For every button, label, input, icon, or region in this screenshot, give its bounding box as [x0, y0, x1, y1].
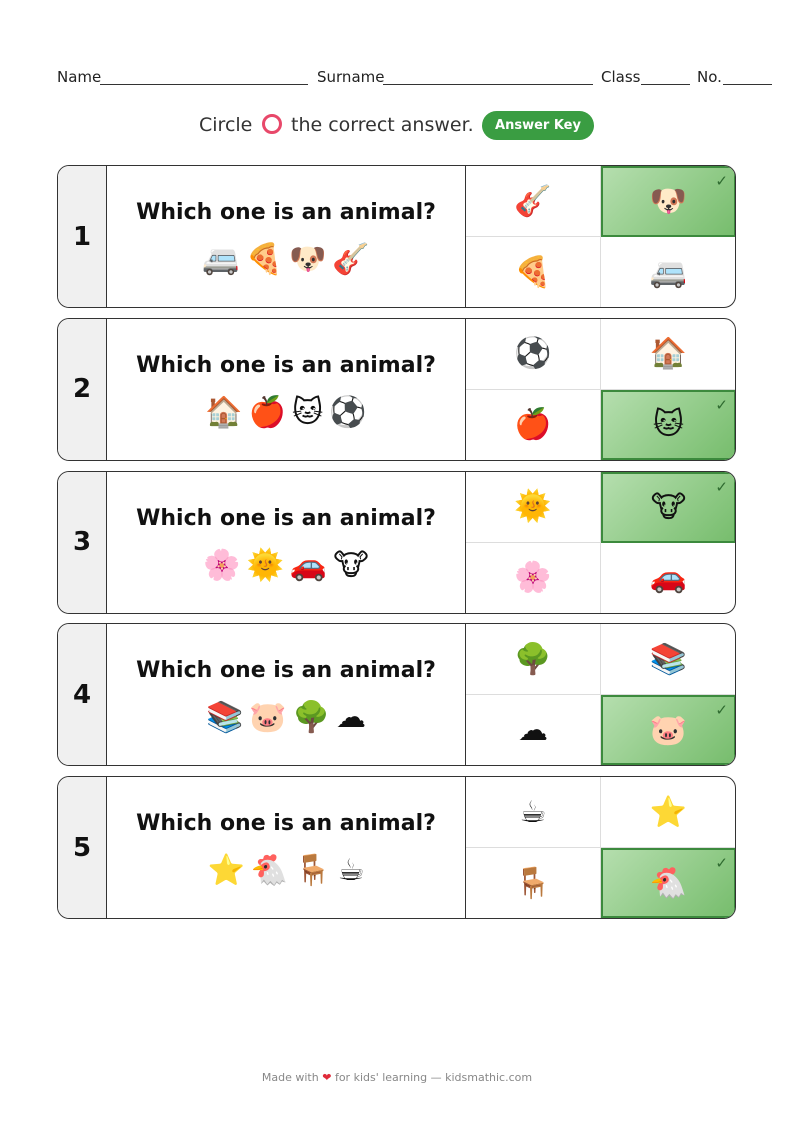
answer-emoji-icon: 🎸	[514, 183, 552, 219]
answer-emoji-icon: 🌸	[514, 560, 552, 596]
answer-option[interactable]	[601, 777, 736, 848]
question-number: 2	[58, 319, 107, 460]
answer-option-correct[interactable]	[601, 166, 736, 237]
question-emoji-icon: 🌳	[292, 700, 331, 736]
question-emoji-icon: 🐷	[249, 700, 287, 736]
question-emoji-icon: ⚽	[329, 394, 367, 430]
question-emoji-icon: 🍎	[248, 394, 287, 430]
answer-option[interactable]	[466, 777, 601, 848]
question-emoji-row	[107, 853, 465, 889]
question-card	[57, 165, 736, 308]
question-emoji-icon: 🌸	[203, 547, 241, 583]
answer-option[interactable]	[466, 390, 601, 460]
question-emoji-row	[107, 700, 465, 736]
question-main	[107, 166, 466, 307]
answer-option[interactable]	[601, 319, 736, 390]
answer-option[interactable]	[466, 624, 601, 695]
question-text: Which one is an animal?	[136, 352, 436, 378]
surname-field-line[interactable]	[383, 84, 593, 85]
question-emoji-icon: 🚗	[289, 547, 328, 583]
answer-option[interactable]	[466, 543, 601, 613]
answer-emoji-icon: 🍕	[514, 254, 552, 290]
circle-ring-icon	[262, 114, 282, 134]
answer-option[interactable]	[466, 695, 601, 765]
check-icon: ✓	[715, 701, 728, 720]
question-text: Which one is an animal?	[136, 658, 436, 684]
answer-emoji-icon: ⚽	[514, 336, 552, 372]
answer-option[interactable]	[601, 624, 736, 695]
question-emoji-icon: 🐱	[292, 394, 324, 430]
answer-option-correct[interactable]	[601, 695, 736, 765]
answer-emoji-icon: ☁	[518, 712, 548, 748]
question-number: 1	[58, 166, 107, 307]
answer-emoji-icon: 🚗	[649, 560, 688, 596]
footer-text-before: Made with	[261, 1071, 319, 1084]
answer-emoji-icon: 📚	[649, 641, 688, 677]
question-emoji-row	[107, 548, 465, 584]
answer-emoji-icon: 🐷	[649, 712, 688, 748]
answer-option[interactable]	[601, 237, 736, 307]
question-emoji-icon: ☁	[336, 700, 367, 736]
answer-option-correct[interactable]	[601, 472, 736, 543]
class-field-line[interactable]	[641, 84, 690, 85]
answer-emoji-icon: 🪑	[514, 865, 552, 901]
answer-option-correct[interactable]	[601, 848, 736, 918]
check-icon: ✓	[715, 854, 728, 873]
answer-emoji-icon: 🌳	[514, 641, 552, 677]
question-emoji-icon: 🐔	[250, 853, 289, 889]
question-card	[57, 623, 736, 766]
heart-icon: ❤	[322, 1071, 332, 1084]
answer-emoji-icon: 🍎	[514, 407, 552, 443]
question-number: 5	[58, 777, 107, 918]
question-main	[107, 472, 466, 613]
answer-emoji-icon: ⭐	[649, 794, 688, 830]
no-label: No.	[697, 68, 722, 86]
question-text: Which one is an animal?	[136, 811, 436, 837]
question-emoji-icon: ⭐	[207, 853, 245, 889]
instruction-line	[0, 111, 794, 141]
answer-emoji-icon: 🐶	[649, 184, 688, 219]
check-icon: ✓	[715, 172, 728, 190]
instruction-text-after: the correct answer.	[291, 114, 474, 136]
answer-emoji-icon: 🐮	[650, 489, 687, 525]
instruction-text-before: Circle	[199, 114, 253, 136]
question-card	[57, 318, 736, 461]
question-card	[57, 776, 736, 919]
answer-emoji-icon: 🚐	[649, 254, 688, 290]
question-emoji-icon: 🐶	[289, 242, 327, 277]
answer-emoji-icon: 🐔	[649, 865, 688, 901]
question-number: 4	[58, 624, 107, 765]
question-text: Which one is an animal?	[136, 200, 436, 225]
question-emoji-row	[107, 242, 465, 278]
name-field-line[interactable]	[100, 84, 308, 85]
no-field-line[interactable]	[723, 84, 772, 85]
check-icon: ✓	[715, 395, 728, 414]
answer-option[interactable]	[466, 166, 601, 237]
question-emoji-icon: ☕	[337, 853, 365, 889]
question-emoji-icon: 🚐	[202, 242, 240, 277]
answer-emoji-icon: ☕	[519, 794, 547, 830]
answer-option[interactable]	[466, 237, 601, 307]
answer-option[interactable]	[466, 848, 601, 918]
answer-option[interactable]	[466, 319, 601, 390]
question-card	[57, 471, 736, 614]
question-emoji-row	[107, 395, 465, 431]
answer-emoji-icon: 🐱	[652, 407, 685, 443]
question-emoji-icon: 🏠	[205, 394, 243, 430]
question-emoji-icon: 🍕	[245, 242, 283, 277]
student-info-header	[57, 68, 772, 88]
answer-option-correct[interactable]	[601, 390, 736, 460]
footer-text-after: for kids' learning — kidsmathic.com	[334, 1071, 533, 1084]
question-emoji-icon: 🎸	[332, 242, 370, 277]
surname-label: Surname	[317, 68, 385, 86]
answer-emoji-icon: 🌞	[514, 489, 552, 525]
question-main	[107, 624, 466, 765]
question-text: Which one is an animal?	[136, 505, 436, 531]
answer-emoji-icon: 🏠	[649, 336, 688, 372]
question-main	[107, 777, 466, 918]
question-emoji-icon: 🌞	[246, 547, 284, 583]
footer	[0, 1071, 794, 1084]
answer-key-badge: Answer Key	[482, 111, 594, 140]
answer-option[interactable]	[466, 472, 601, 543]
name-label: Name	[57, 68, 102, 86]
question-emoji-icon: 📚	[205, 700, 244, 736]
question-number: 3	[58, 472, 107, 613]
answer-option[interactable]	[601, 543, 736, 613]
check-icon: ✓	[715, 477, 728, 496]
question-emoji-icon: 🪑	[294, 853, 332, 889]
class-label: Class	[601, 68, 641, 86]
question-main	[107, 319, 466, 460]
question-emoji-icon: 🐮	[333, 547, 369, 583]
